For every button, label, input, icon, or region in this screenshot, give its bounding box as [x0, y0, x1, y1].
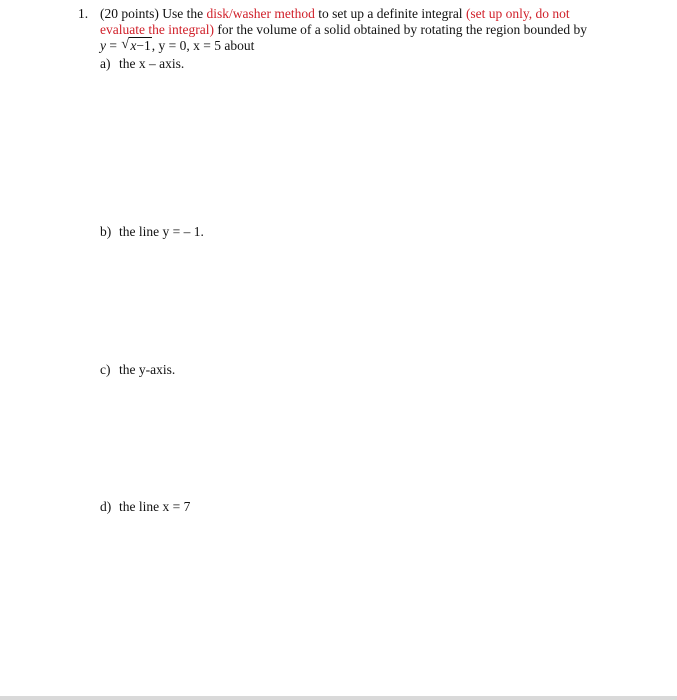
points-label: (20 points) — [100, 6, 159, 21]
part-text: the line y = – 1. — [119, 224, 204, 239]
prompt-text-3: for the volume of a solid obtained by rotating the region bounded by — [213, 22, 587, 37]
part-letter: c) — [100, 362, 111, 377]
question-prompt — [100, 6, 600, 38]
part-c — [100, 362, 175, 378]
part-a — [100, 56, 184, 72]
radicand — [129, 37, 151, 53]
eq-y-variable: y — [100, 38, 106, 53]
part-text: the x – axis. — [119, 56, 185, 71]
bottom-divider — [0, 696, 677, 700]
eq-rest: , y = 0, x = 5 about — [151, 38, 255, 53]
question-number: 1. — [78, 6, 89, 21]
radicand-variable: x — [130, 38, 137, 53]
part-letter: b) — [100, 224, 112, 239]
radicand-constant: −1 — [136, 38, 151, 53]
part-text: the y-axis. — [119, 362, 176, 377]
part-letter: d) — [100, 499, 112, 514]
question-1 — [80, 6, 600, 54]
note-highlight-1: (set up only, do not — [465, 6, 570, 21]
part-d — [100, 499, 190, 515]
prompt-text-1: Use the — [158, 6, 207, 21]
part-text: the line x = 7 — [119, 499, 191, 514]
note-highlight-2: evaluate the integral) — [100, 22, 214, 37]
eq-equals: = — [106, 38, 121, 53]
radical-sign-icon: √ — [121, 37, 130, 52]
method-highlight: disk/washer method — [206, 6, 315, 21]
bounding-equations — [100, 38, 600, 54]
part-letter: a) — [100, 56, 111, 71]
prompt-text-2: to set up a definite integral — [314, 6, 466, 21]
square-root — [121, 38, 151, 54]
part-b — [100, 224, 204, 240]
